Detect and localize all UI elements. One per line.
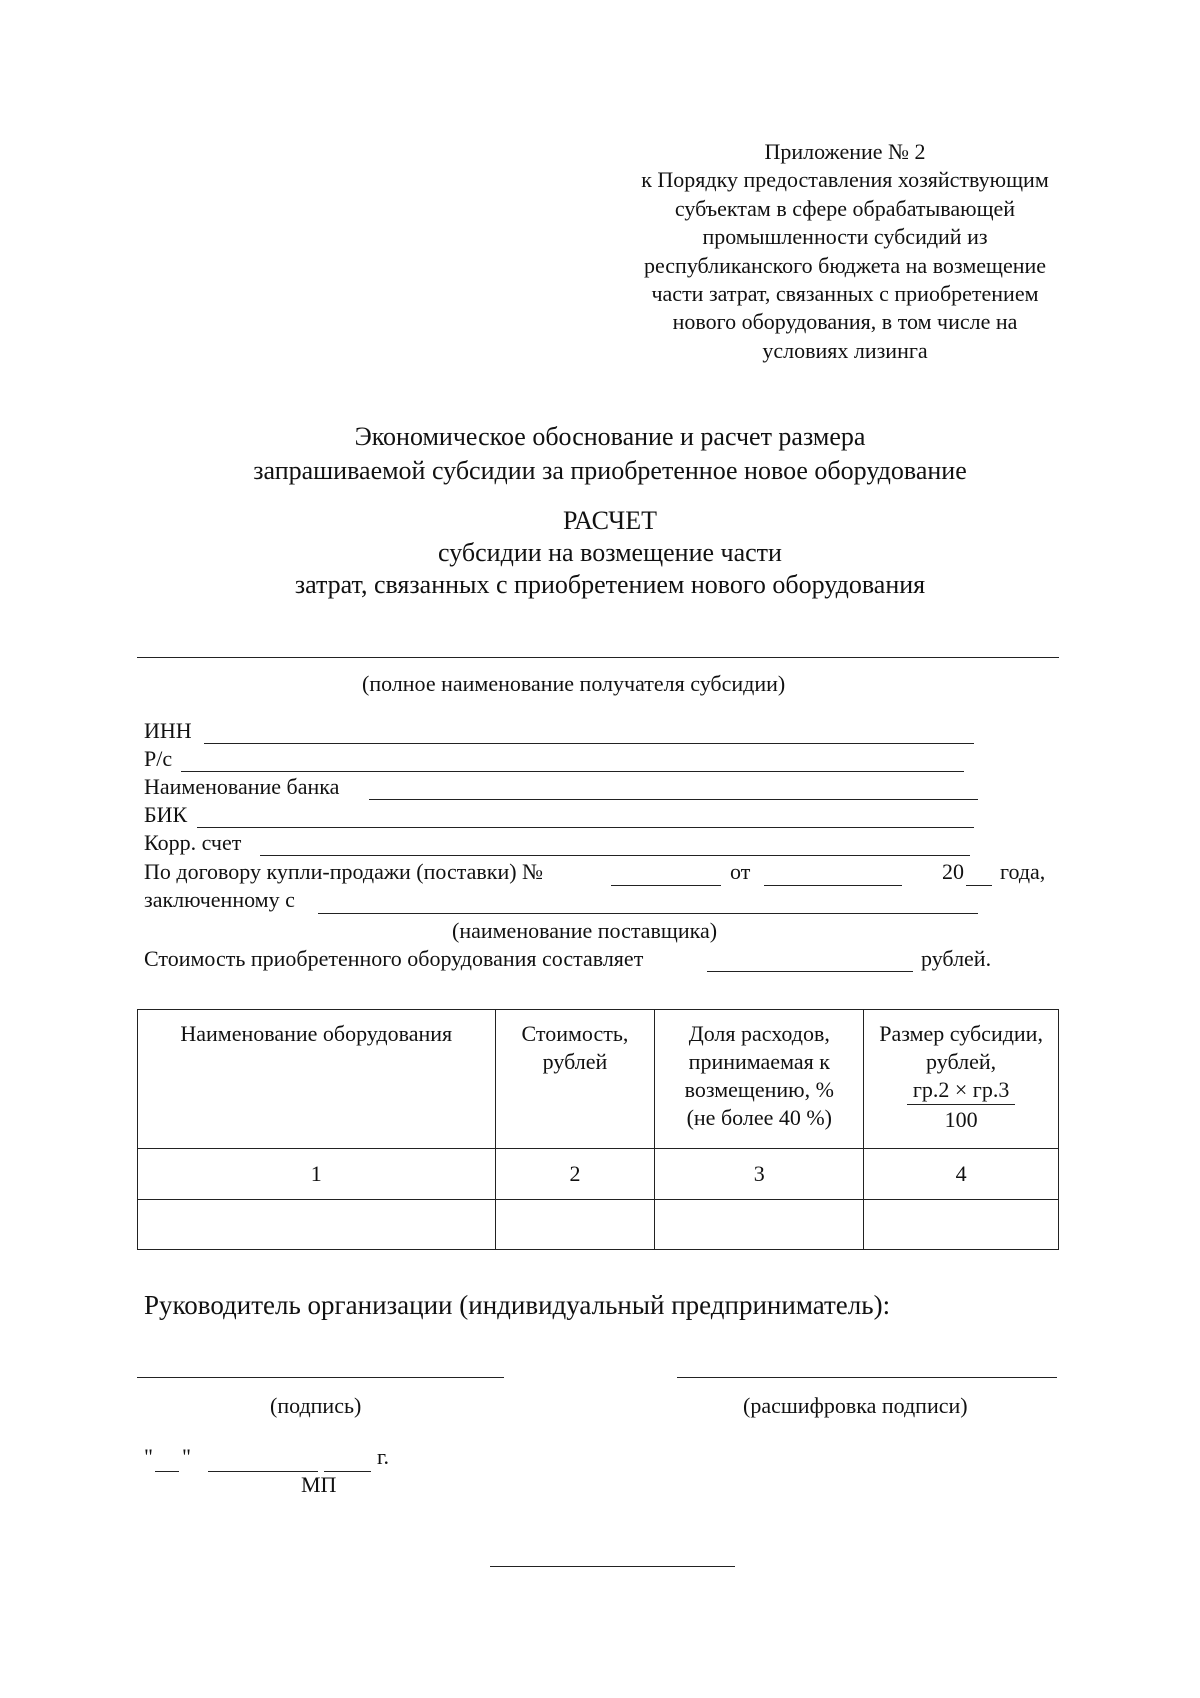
- rs-label: Р/с: [144, 746, 173, 771]
- header-cost: Стоимость, рублей: [495, 1010, 655, 1149]
- signature-decode-line[interactable]: [677, 1377, 1057, 1378]
- table-header-row: [138, 1010, 1059, 1149]
- supplier-line[interactable]: [318, 913, 978, 914]
- corr-account-underline: [260, 855, 970, 856]
- calc-title: [0, 505, 1200, 601]
- signature-caption: (подпись): [270, 1393, 362, 1418]
- recipient-caption: (полное наименование получателя субсидии): [362, 671, 786, 696]
- header-expense-share: Доля расходов, принимаемая к возмещению, % (не более 40 %): [655, 1010, 864, 1149]
- cost-prefix: Стоимость приобретенного оборудования составляет: [144, 946, 644, 971]
- appendix-line: части затрат, связанных с приобретением: [651, 281, 1039, 307]
- calc-heading: РАСЧЕТ: [563, 506, 657, 535]
- bank-name-underline: [369, 799, 978, 800]
- appendix-line: промышленности субсидий из: [702, 224, 988, 250]
- cost-amount-line[interactable]: [707, 971, 913, 972]
- formula-numerator: гр.2 × гр.3: [907, 1076, 1015, 1105]
- rs-field[interactable]: [144, 746, 964, 774]
- bank-name-field[interactable]: [144, 774, 978, 802]
- header-equipment-name: Наименование оборудования: [138, 1010, 496, 1149]
- contract-year-line[interactable]: [966, 885, 992, 886]
- rs-underline: [181, 771, 964, 772]
- supplier-caption: (наименование поставщика): [452, 918, 718, 943]
- corr-account-label: Корр. счет: [144, 830, 242, 855]
- table-cell-subsidy[interactable]: [864, 1200, 1059, 1250]
- formula-denominator: 100: [944, 1107, 978, 1132]
- contract-year-suffix: года,: [1000, 859, 1046, 884]
- contract-year-prefix: 20: [942, 859, 964, 884]
- header-subsidy-amount: Размер субсидии, рублей, $\frac{гр.2 \times гр.3}{100}$: [864, 1010, 1059, 1149]
- table-row: [138, 1200, 1059, 1250]
- bik-label: БИК: [144, 802, 188, 827]
- bik-underline: [197, 827, 974, 828]
- appendix-line: Приложение № 2: [764, 139, 926, 164]
- calc-line: затрат, связанных с приобретением нового оборудования: [294, 570, 926, 599]
- date-quote-open: ": [144, 1444, 153, 1469]
- contract-number-line[interactable]: [611, 885, 721, 886]
- contract-prefix: По договору купли-продажи (поставки) №: [144, 859, 544, 884]
- table-cell-equipment[interactable]: [138, 1200, 496, 1250]
- table-cell-share[interactable]: [655, 1200, 864, 1250]
- recipient-name-line[interactable]: [137, 657, 1059, 658]
- appendix-line: условиях лизинга: [762, 337, 928, 363]
- calc-line: субсидии на возмещение части: [438, 538, 782, 567]
- appendix-block: [605, 138, 1085, 365]
- footer-separator: [490, 1566, 735, 1567]
- subsidy-formula: [907, 1076, 1015, 1135]
- column-number: 4: [864, 1149, 1059, 1200]
- bik-field[interactable]: [144, 802, 974, 830]
- title-line: запрашиваемой субсидии за приобретенное новое оборудование: [253, 456, 967, 485]
- stamp-label: МП: [301, 1472, 337, 1497]
- column-number: 2: [495, 1149, 655, 1200]
- document-title: [0, 420, 1200, 488]
- date-day-line[interactable]: [155, 1471, 179, 1472]
- corr-account-field[interactable]: [144, 830, 970, 858]
- subsidy-table: [137, 1009, 1059, 1250]
- signature-line[interactable]: [137, 1377, 504, 1378]
- cost-suffix: рублей.: [921, 946, 992, 971]
- title-line: Экономическое обоснование и расчет размера: [354, 422, 866, 451]
- concluded-label: заключенному с: [144, 887, 295, 912]
- inn-field[interactable]: [144, 718, 974, 746]
- table-cell-cost[interactable]: [495, 1200, 655, 1250]
- date-year-suffix: г.: [377, 1444, 390, 1469]
- bank-name-label: Наименование банка: [144, 774, 340, 799]
- signature-decode-caption: (расшифровка подписи): [743, 1393, 968, 1418]
- head-signature-label: Руководитель организации (индивидуальный предприниматель):: [144, 1290, 891, 1320]
- inn-label: ИНН: [144, 718, 192, 743]
- contract-ot: от: [730, 859, 751, 884]
- column-number: 3: [655, 1149, 864, 1200]
- date-quote-close: ": [182, 1444, 191, 1469]
- column-number: 1: [138, 1149, 496, 1200]
- appendix-line: к Порядку предоставления хозяйствующим: [641, 167, 1049, 193]
- appendix-line: нового оборудования, в том числе на: [672, 309, 1018, 335]
- inn-underline: [204, 743, 974, 744]
- contract-date-line[interactable]: [764, 885, 902, 886]
- appendix-line: республиканского бюджета на возмещение: [643, 252, 1047, 278]
- appendix-line: субъектам в сфере обрабатывающей: [674, 195, 1016, 221]
- table-number-row: [138, 1149, 1059, 1200]
